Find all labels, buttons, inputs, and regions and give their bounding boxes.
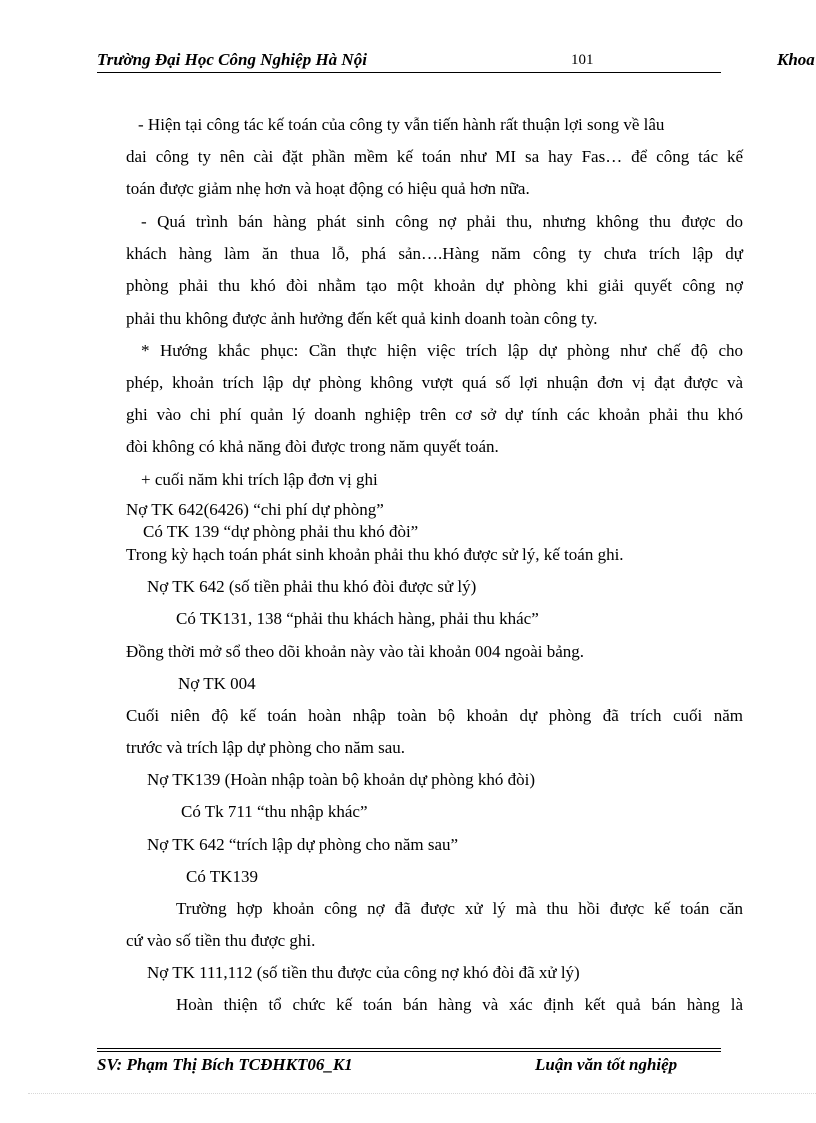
text-line: dai công ty nên cài đặt phần mềm kế toán như MI sa hay Fas… để công tác kế <box>126 147 743 166</box>
header-faculty: Khoa <box>777 50 815 69</box>
text-line: Nợ TK 642(6426) “chi phí dự phòng” <box>126 500 384 519</box>
header-page-number: 101 <box>571 52 594 68</box>
text-line: * Hướng khắc phục: Cần thực hiện việc trích lập dự phòng như chế độ cho <box>141 341 743 360</box>
text-line: Có TK 139 “dự phòng phải thu khó đòi” <box>143 522 419 541</box>
text-line: Đồng thời mở sổ theo dõi khoản này vào tài khoản 004 ngoài bảng. <box>126 642 585 661</box>
text-line: Hoàn thiện tổ chức kế toán bán hàng và xác định kết quả bán hàng là <box>176 995 743 1014</box>
text-line: phòng phải thu khó đòi nhằm tạo một khoản dự phòng khi giải quyết công nợ <box>126 276 743 295</box>
text-line: Có TK139 <box>186 867 258 886</box>
text-line: Nợ TK 642 “trích lập dự phòng cho năm sau” <box>147 835 459 854</box>
header-bar <box>97 50 816 74</box>
text-line: phải thu không được ảnh hưởng đến kết quả kinh doanh toàn công ty. <box>126 309 598 328</box>
text-line: đòi không có khả năng đòi được trong năm quyết toán. <box>126 437 499 456</box>
footer-rule <box>97 1048 721 1049</box>
text-line: Có TK131, 138 “phải thu khách hàng, phải thu khác” <box>176 609 539 628</box>
footer-rule <box>97 1051 721 1052</box>
text-line: - Hiện tại công tác kế toán của công ty vẫn tiến hành rất thuận lợi song về lâu <box>138 115 665 134</box>
text-line: Nợ TK 004 <box>178 674 256 693</box>
text-line: Có Tk 711 “thu nhập khác” <box>181 802 368 821</box>
text-line: + cuối năm khi trích lập đơn vị ghi <box>141 470 378 489</box>
footer-student: SV: Phạm Thị Bích TCĐHKT06_K1 <box>97 1055 353 1074</box>
text-line: - Quá trình bán hàng phát sinh công nợ phải thu, nhưng không thu được do <box>141 212 743 231</box>
text-line: Cuối niên độ kế toán hoàn nhập toàn bộ khoản dự phòng đã trích cuối năm <box>126 706 743 725</box>
text-line: Nợ TK 111,112 (số tiền thu được của công nợ khó đòi đã xử lý) <box>147 963 580 982</box>
text-line: phép, khoản trích lập dự phòng không vượt quá số lợi nhuận đơn vị đạt được và <box>126 373 743 392</box>
page-edge <box>28 1093 816 1094</box>
text-line: cứ vào số tiền thu được ghi. <box>126 931 316 950</box>
text-line: Nợ TK 642 (số tiền phải thu khó đòi được sử lý) <box>147 577 477 596</box>
footer-thesis: Luận văn tốt nghiệp <box>535 1055 678 1074</box>
text-line: trước và trích lập dự phòng cho năm sau. <box>126 738 406 757</box>
text-line: Trường hợp khoản công nợ đã được xử lý mà thu hồi được kế toán căn <box>176 899 743 918</box>
text-line: khách hàng làm ăn thua lỗ, phá sản….Hàng năm công ty chưa trích lập dự <box>126 244 743 263</box>
header-rule <box>97 72 721 73</box>
text-line: Nợ TK139 (Hoàn nhập toàn bộ khoản dự phòng khó đòi) <box>147 770 536 789</box>
text-line: Trong kỳ hạch toán phát sinh khoản phải thu khó được sử lý, kế toán ghi. <box>126 545 624 564</box>
text-line: ghi vào chi phí quản lý doanh nghiệp trên cơ sở dự tính các khoản phải thu khó <box>126 405 743 424</box>
header-school-name: Trường Đại Học Công Nghiệp Hà Nội <box>97 50 367 69</box>
text-line: toán được giảm nhẹ hơn và hoạt động có hiệu quả hơn nữa. <box>126 179 530 198</box>
